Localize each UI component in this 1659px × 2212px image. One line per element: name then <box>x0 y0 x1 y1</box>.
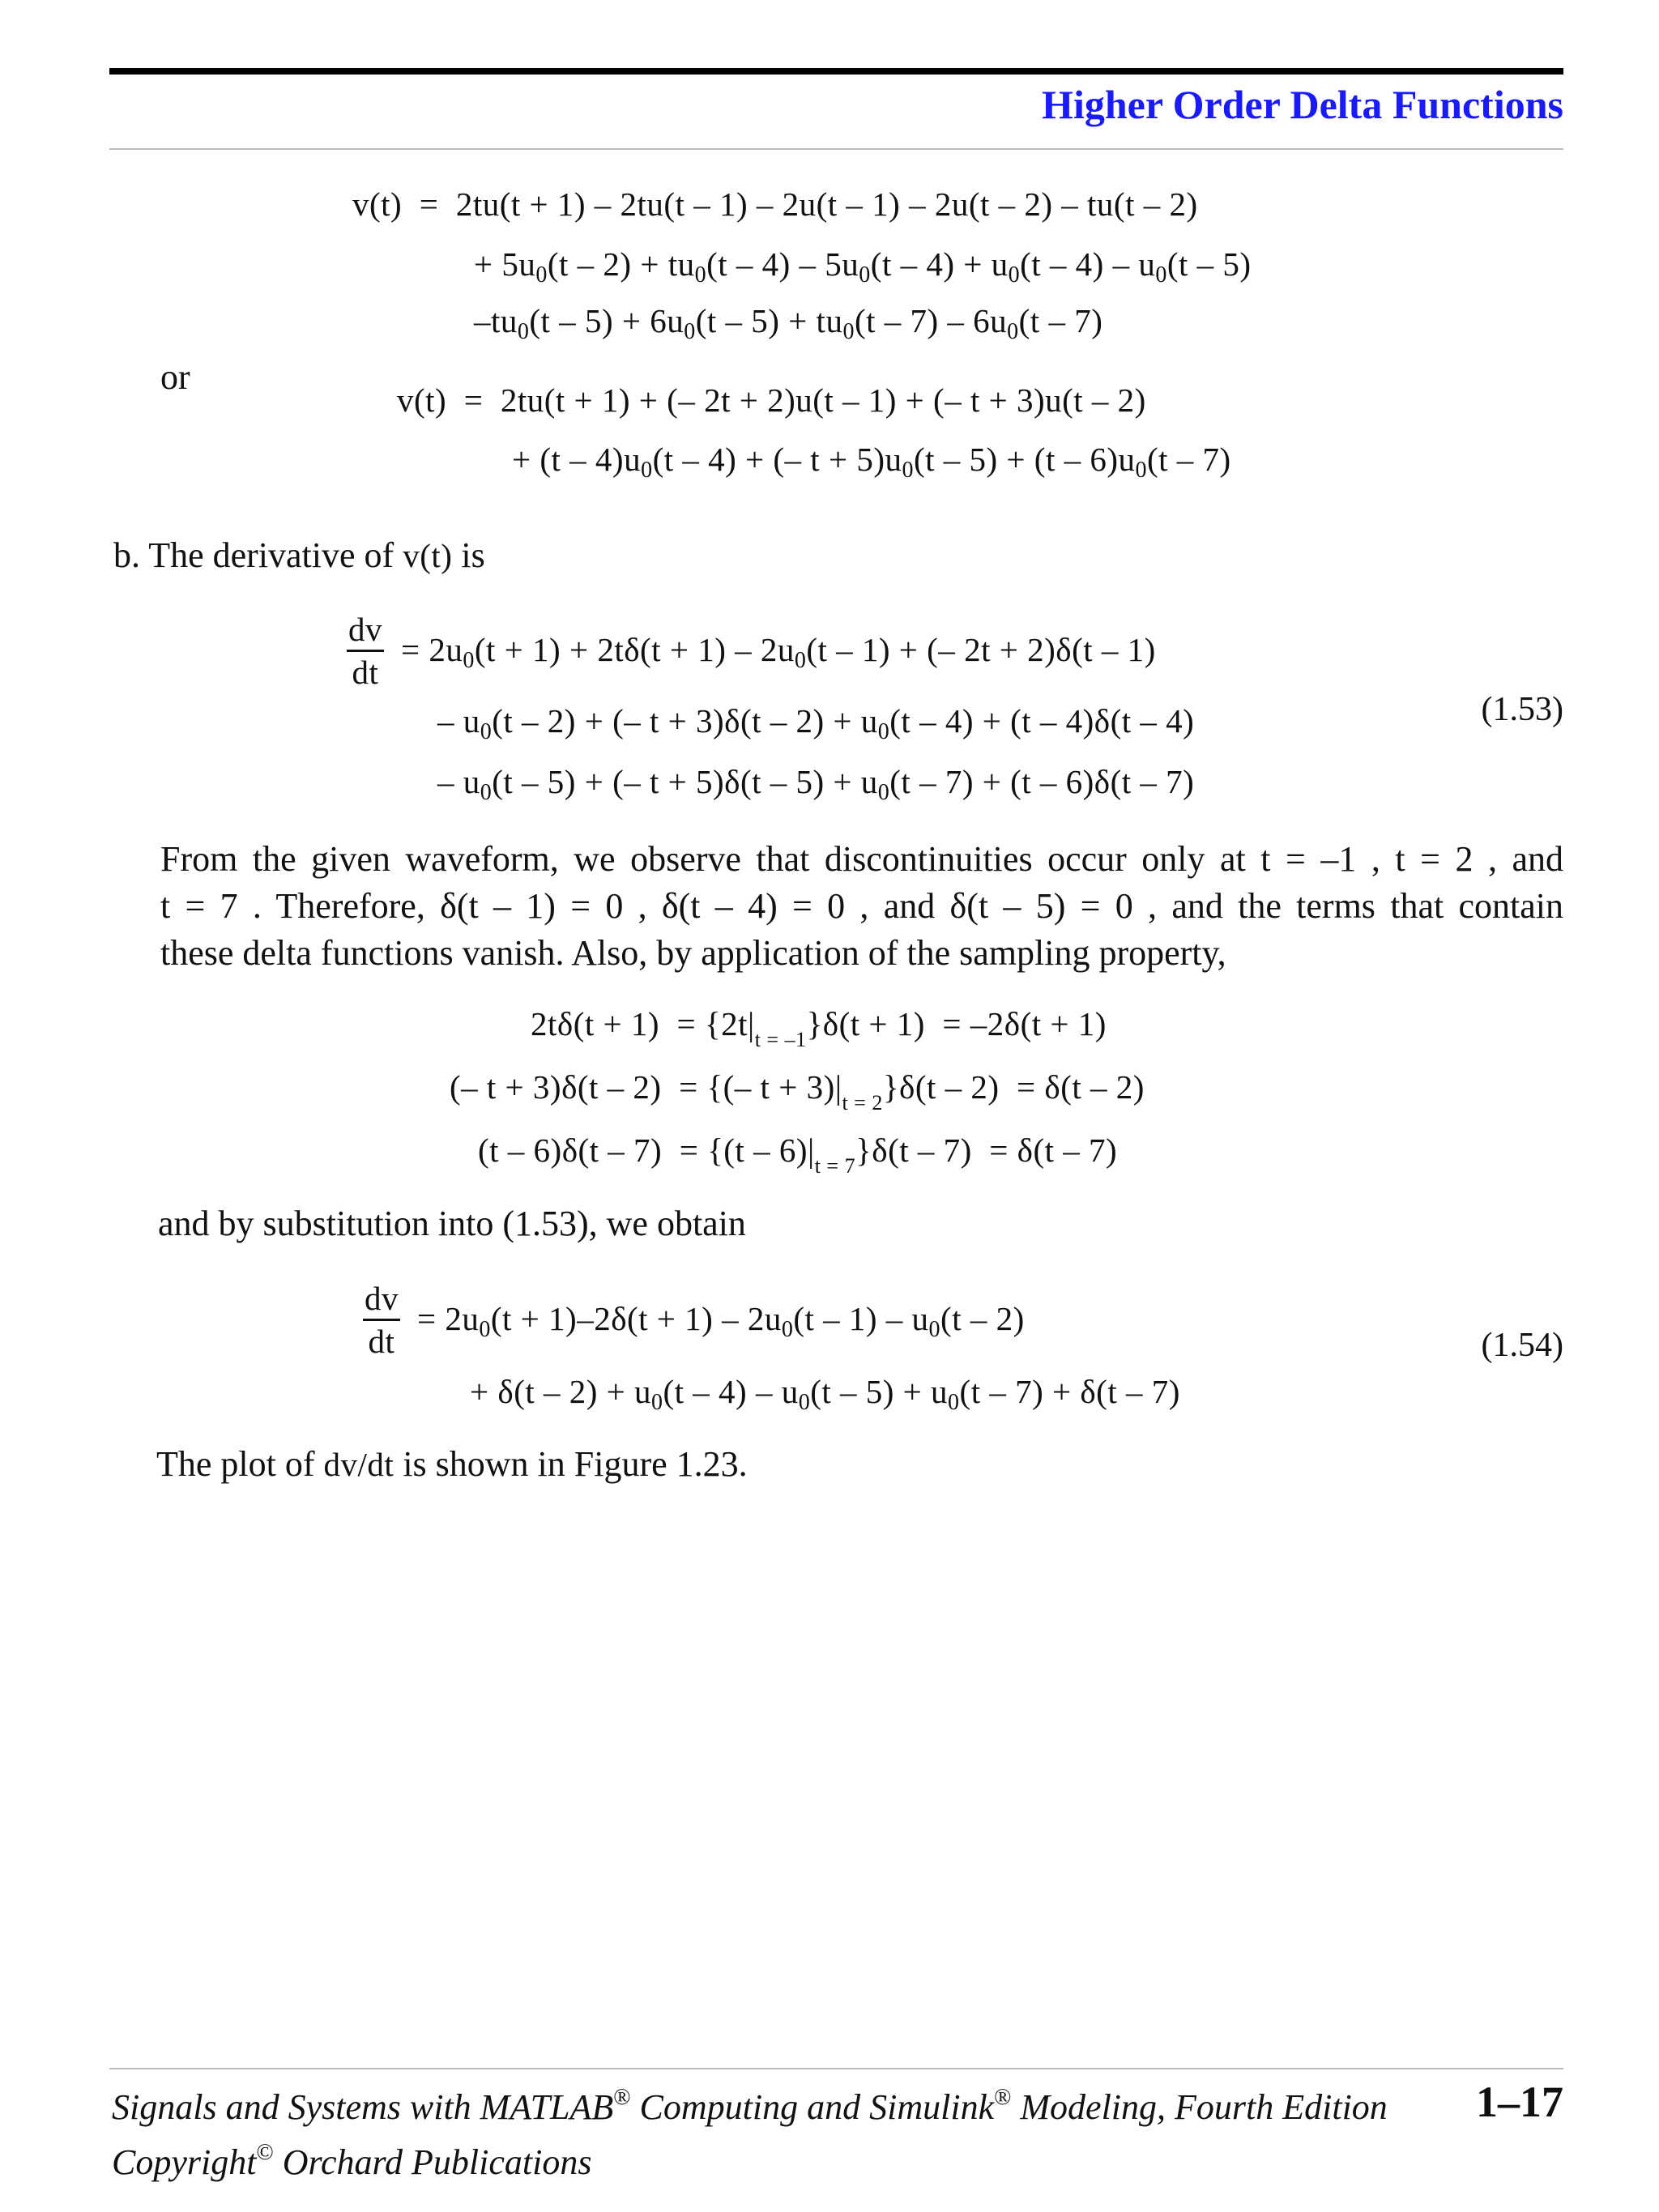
footer-book-title-part-1: Signals and Systems with MATLAB <box>112 2087 614 2127</box>
eq-v1-rhs: 2tu(t + 1) – 2tu(t – 1) – 2u(t – 1) – 2u(t – 2) – tu(t – 2) <box>455 185 1198 223</box>
paragraph-plot-reference <box>156 1443 748 1485</box>
registered-mark-1: ® <box>613 2085 631 2110</box>
paragraph-line-3: these delta functions vanish. Also, by application of the sampling property, <box>160 933 1226 973</box>
sampling-row-1-delta: }δ(t + 1) <box>806 1005 925 1042</box>
eq-153-line1: = $2u_0(t + 1) + 2t\delta(t + 1) - 2u_0(t - 1)$ + (– 2t + 2)δ(t – 1) <box>401 631 1156 673</box>
eq-154-line1: = $2u_0(t + 1)-2\delta(t + 1) - 2u_0(t - 1) - u_0(t - 2)$ <box>417 1300 1025 1342</box>
sampling-row-3 <box>478 1131 1117 1178</box>
paragraph-discontinuities <box>160 836 1563 977</box>
eq-153-line3: – $u_0(t - 5)$ + (– $t + 5)\delta(t - 5) + u_0(t - 7) + (t - 6)\delta(t - 7)$ <box>437 763 1195 805</box>
running-header-title: Higher Order Delta Functions <box>1042 82 1563 127</box>
sampling-row-2-lhs: (– t + 3)δ(t – 2) <box>450 1068 662 1106</box>
sampling-row-1-lhs: 2tδ(t + 1) <box>531 1005 660 1042</box>
plot-reference-var: dv/dt <box>323 1446 394 1483</box>
header-rule-thick <box>109 68 1563 75</box>
footer-publisher: Orchard Publications <box>273 2142 592 2182</box>
sampling-row-1-rhs: = –2δ(t + 1) <box>942 1005 1107 1042</box>
plot-reference-suffix: is shown in Figure 1.23. <box>394 1444 748 1484</box>
part-b-suffix: is <box>452 535 485 575</box>
plot-reference-prefix: The plot of <box>156 1444 324 1484</box>
part-b-prefix: b. The derivative of <box>113 535 403 575</box>
footer-copyright-label: Copyright <box>112 2142 257 2182</box>
footer-copyright <box>112 2140 591 2183</box>
sampling-row-3-evaluation: t = 7 <box>814 1154 856 1178</box>
eq-v1-line1 <box>352 185 1198 224</box>
footer-book-title-part-2: Computing and Simulink <box>630 2087 995 2127</box>
sampling-row-2-rhs: = δ(t – 2) <box>1017 1068 1145 1106</box>
part-b-intro <box>113 535 485 576</box>
eq-154-numerator: dv <box>363 1278 400 1321</box>
part-b-var: v(t) <box>403 537 453 574</box>
footer-rule <box>109 2068 1563 2069</box>
sampling-row-2-evaluation: t = 2 <box>842 1091 883 1115</box>
eq-v1-line3: $-tu_0(t - 5) + 6u_0(t - 5) + tu_0(t - 7) - 6u_0(t - 7)$ <box>474 302 1103 344</box>
eq-v2-rhs: 2tu(t + 1) + (– 2t + 2)u(t – 1) + (– t + 3)u(t – 2) <box>500 381 1146 419</box>
eq-154-fraction <box>363 1278 400 1362</box>
footer-book-title-part-3: Modeling, Fourth Edition <box>1011 2087 1388 2127</box>
eq-v2-lhs: v(t) <box>397 381 447 419</box>
eq-154-number: (1.54) <box>1481 1327 1563 1364</box>
or-label: or <box>160 357 190 397</box>
paragraph-substitution: and by substitution into (1.53), we obtain <box>158 1204 746 1243</box>
sampling-row-3-delta: }δ(t – 7) <box>855 1132 972 1169</box>
eq-153-number: (1.53) <box>1481 691 1563 728</box>
eq-v2-line2: + $(t - 4)u_0(t - 4)$ + (– $t + 5)u_0(t - 5) + (t - 6)u_0(t - 7)$ <box>512 441 1231 483</box>
header-rule-thin <box>109 148 1563 150</box>
eq-v1-equals: = <box>410 185 448 223</box>
eq-153-fraction <box>347 609 384 693</box>
sampling-row-1-mid: = {2t| <box>676 1005 755 1042</box>
footer-book-title <box>112 2085 1388 2128</box>
sampling-row-1 <box>531 1004 1107 1052</box>
sampling-row-2-mid: = {(– t + 3)| <box>679 1068 842 1106</box>
copyright-symbol: © <box>256 2140 274 2165</box>
eq-v1-lhs: v(t) <box>352 185 403 223</box>
sampling-row-2-delta: }δ(t – 2) <box>882 1068 1000 1106</box>
sampling-row-1-evaluation: t = –1 <box>754 1028 807 1051</box>
eq-153-line2: – $u_0(t - 2)$ + (– $t + 3)\delta(t - 2) + u_0(t - 4) + (t - 4)\delta(t - 4)$ <box>437 702 1195 744</box>
eq-v1-line2: + $5u_0(t - 2) + tu_0(t - 4) - 5u_0(t - 4) + u_0(t - 4) - u_0(t - 5)$ <box>474 245 1252 288</box>
paragraph-line-1: From the given waveform, we observe that discontinuities occur only at t = –1 , t = 2 , and <box>160 839 1563 879</box>
sampling-row-2 <box>450 1068 1145 1115</box>
sampling-row-3-mid: = {(t – 6)| <box>679 1132 815 1169</box>
paragraph-line-2: t = 7 . Therefore, δ(t – 1) = 0 , δ(t – 4) = 0 , and δ(t – 5) = 0 , and the terms that contain <box>160 886 1563 926</box>
eq-153-numerator: dv <box>347 609 384 652</box>
page-number: 1–17 <box>1476 2078 1563 2126</box>
eq-v2-equals: = <box>454 381 493 419</box>
eq-v2-line1 <box>397 381 1146 420</box>
sampling-row-3-rhs: = δ(t – 7) <box>989 1132 1118 1169</box>
sampling-row-3-lhs: (t – 6)δ(t – 7) <box>478 1132 663 1169</box>
eq-153-denominator: dt <box>352 654 379 691</box>
eq-154-line2: + $\delta(t - 2) + u_0(t - 4) - u_0(t - 5) + u_0(t - 7) + \delta(t - 7)$ <box>470 1373 1180 1415</box>
registered-mark-2: ® <box>994 2085 1012 2110</box>
eq-154-denominator: dt <box>368 1323 395 1360</box>
